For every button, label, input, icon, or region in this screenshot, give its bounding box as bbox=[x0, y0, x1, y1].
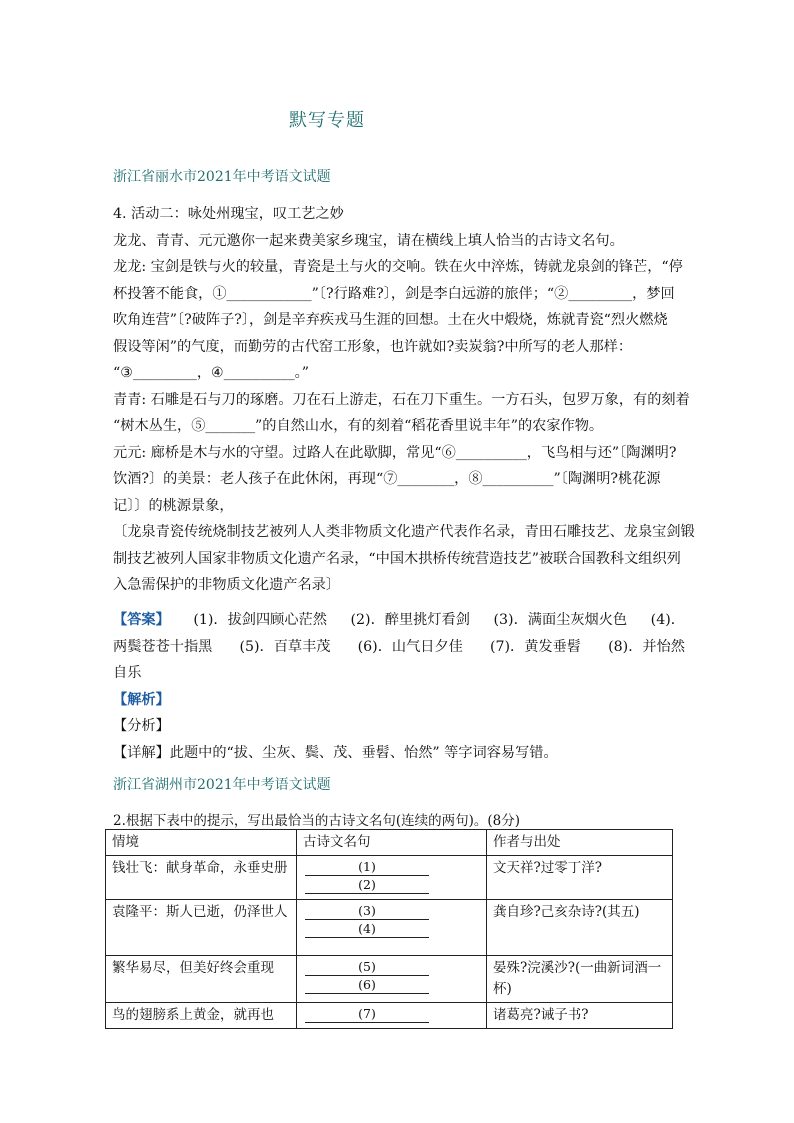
answer-block bbox=[113, 607, 685, 766]
answer-blank[interactable]: (4) bbox=[305, 920, 429, 938]
q4-line: 饮酒?〕的美景：老人孩子在此休闲，再现“⑦________，⑧__________”〔陶渊明?桃花源 bbox=[113, 471, 661, 487]
table-row bbox=[106, 956, 673, 1003]
scene-cell: 袁隆平：斯人已逝，仍泽世人 bbox=[106, 900, 297, 956]
answer-item: (3)．满面尘灰烟火色 bbox=[493, 612, 628, 628]
answer-item: (1)．拔剑四顾心茫然 bbox=[193, 612, 327, 628]
q4-line: 〔龙泉青瓷传统烧制技艺被列人人类非物质文化遗产代表作名录，青田石雕技艺、龙泉宝剑锻 bbox=[113, 524, 695, 540]
q4-line: 龙龙: 宝剑是铁与火的较量，青瓷是土与火的交响。铁在火中淬炼，铸就龙泉剑的锋芒，“停 bbox=[113, 259, 683, 275]
poem-table bbox=[105, 829, 673, 1029]
q4-line: 假设等闲”的气度，而勤劳的古代窑工形象，也许就如?卖炭翁?中所写的老人那样： bbox=[113, 338, 633, 355]
blank-cell bbox=[297, 1003, 487, 1029]
source-cell: 诸葛亮?诫子书? bbox=[487, 1003, 673, 1029]
table-row bbox=[106, 900, 673, 956]
table-header-row bbox=[106, 830, 673, 856]
answer-tag: 【答案】 bbox=[113, 612, 170, 628]
q4-line: 吹角连营”〔?破阵子?〕，剑是辛弃疾戎马生涯的回想。土在火中煅烧，炼就青瓷“烈火燃烧 bbox=[113, 312, 668, 328]
blank-cell bbox=[297, 856, 487, 900]
source-cell: 晏殊?浣溪沙?(一曲新词酒一杯) bbox=[487, 956, 673, 1003]
answer-item: (4)． bbox=[650, 612, 685, 628]
answer-item: (8)．并怡然 bbox=[608, 638, 685, 655]
q4-line: 龙龙、青青、元元邀你一起来费美家乡瑰宝，请在横线上填人恰当的古诗文名句。 bbox=[113, 232, 624, 249]
answer-blank[interactable]: (1) bbox=[305, 858, 429, 876]
source-cell: 龚自珍?己亥杂诗?(其五) bbox=[487, 900, 673, 956]
answer-blank[interactable]: (6) bbox=[305, 976, 429, 994]
section-source-huzhou: 浙江省湖州市2021年中考语文试题 bbox=[113, 777, 331, 793]
answer-row bbox=[113, 607, 685, 634]
answer-blank[interactable]: (7) bbox=[305, 1005, 429, 1023]
answer-row bbox=[113, 634, 685, 661]
answer-row: 自乐 bbox=[113, 665, 142, 681]
answer-item: (6)．山气日夕佳 bbox=[357, 638, 463, 655]
table-row bbox=[106, 856, 673, 900]
page-title: 默写专题 bbox=[289, 110, 365, 131]
table-header-cell: 古诗文名句 bbox=[297, 830, 487, 856]
detail-text: 此题中的“拔、尘灰、鬓、茂、垂髫、怡然” 等字词容易写错。 bbox=[169, 744, 558, 761]
answer-item: (5)．百草丰茂 bbox=[239, 638, 331, 655]
answer-blank[interactable]: (5) bbox=[305, 958, 429, 976]
answer-item: (7)．黄发垂髫 bbox=[489, 638, 581, 655]
q4-line: 记〕〕的桃源景象， bbox=[113, 497, 234, 514]
q4-line: “③_________，④__________。” bbox=[113, 365, 310, 381]
q4-line: 青青: 石雕是石与刀的琢磨。刀在石上游走，石在刀下重生。一方石头，包罗万象，有的刻着 bbox=[113, 391, 690, 408]
answer-item: 两鬓苍苍十指黑 bbox=[113, 638, 213, 655]
q4-line: “树木丛生，⑤_______”的自然山水，有的刻着“稻花香里说丰年”的农家作物。 bbox=[113, 418, 604, 434]
fenxi-tag: 【分析】 bbox=[113, 718, 170, 734]
detail-tag: 【详解】 bbox=[113, 744, 170, 761]
q4-line: 入急需保护的非物质文化遗产名录〕 bbox=[113, 577, 341, 593]
blank-cell bbox=[297, 900, 487, 956]
q4-line: 4. 活动二：咏处州瑰宝，叹工艺之妙 bbox=[113, 206, 344, 222]
table-header-cell: 情境 bbox=[106, 830, 297, 856]
source-cell: 文天祥?过零丁洋? bbox=[487, 856, 673, 900]
analysis-tag: 【解析】 bbox=[113, 691, 170, 708]
section-source-lishui: 浙江省丽水市2021年中考语文试题 bbox=[113, 169, 331, 185]
q4-line: 元元: 廊桥是木与水的守望。过路人在此歇脚，常见“⑥__________，飞鸟相与还”〔陶渊明? bbox=[113, 444, 677, 461]
answer-blank[interactable]: (3) bbox=[305, 902, 429, 920]
table-row bbox=[106, 1003, 673, 1029]
table-header-cell: 作者与出处 bbox=[487, 830, 673, 856]
scene-cell: 鸟的翅膀系上黄金，就再也 bbox=[106, 1003, 297, 1029]
q4-line: 制技艺被列人国家非物质文化遗产名录，“中国木拱桥传统营造技艺”被联合国教科文组织列 bbox=[113, 550, 681, 567]
answer-item: (2)．醉里挑灯看剑 bbox=[350, 612, 470, 628]
blank-cell bbox=[297, 956, 487, 1003]
detail-line bbox=[113, 740, 685, 767]
q4-line: 杯投箸不能食，①____________”〔?行路难?〕，剑是李白远游的旅伴；“②_________，梦回 bbox=[113, 285, 675, 302]
answer-blank[interactable]: (2) bbox=[305, 876, 429, 894]
scene-cell: 钱壮飞：献身革命，永垂史册 bbox=[106, 856, 297, 900]
question-2: 2.根据下表中的提示，写出最恰当的古诗文名句(连续的两句)。(8分) bbox=[113, 813, 521, 829]
scene-cell: 繁华易尽，但美好终会重现 bbox=[106, 956, 297, 1003]
question-4 bbox=[113, 201, 695, 599]
